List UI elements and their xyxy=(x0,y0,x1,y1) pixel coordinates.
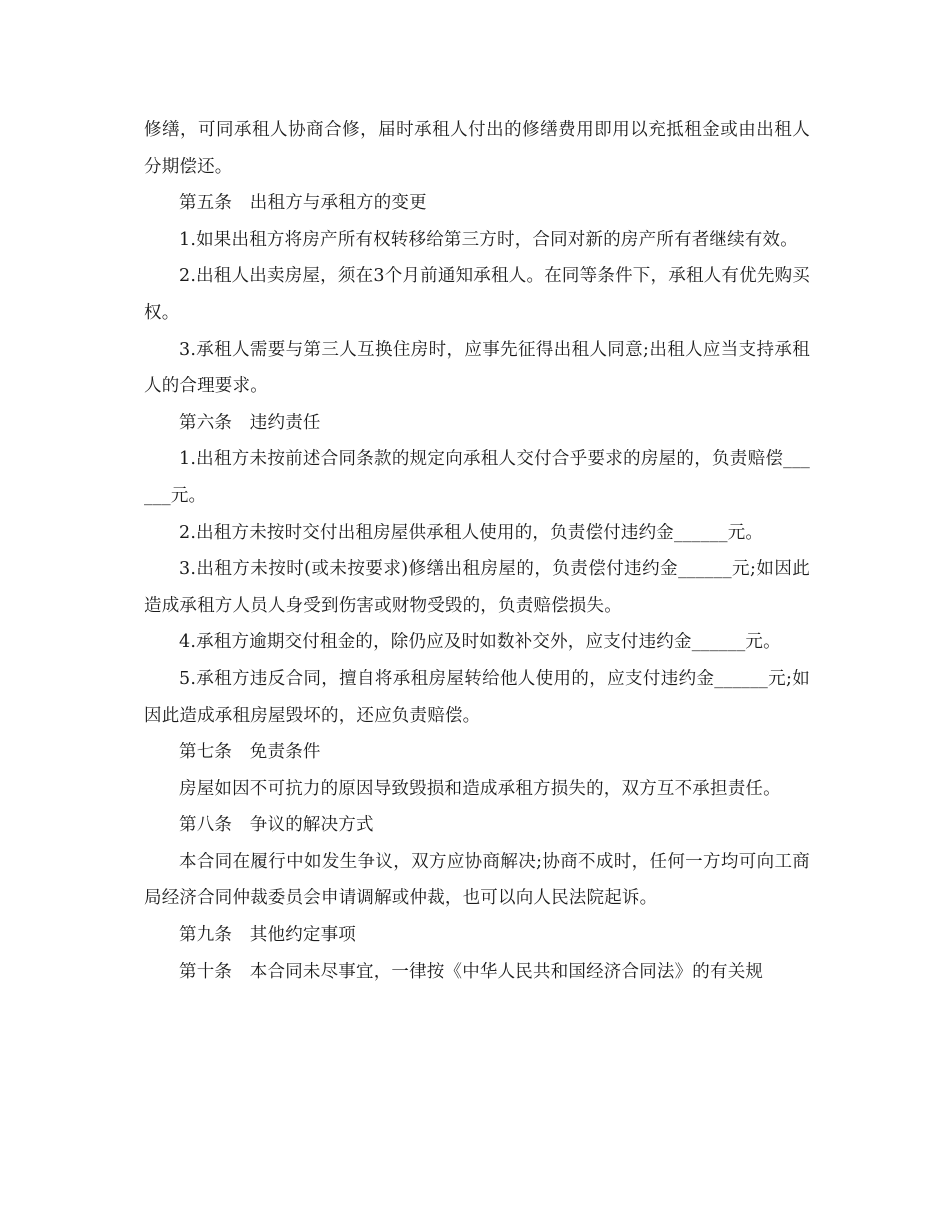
article-5-clause-1: 1.如果出租方将房产所有权转移给第三方时，合同对新的房产所有者继续有效。 xyxy=(179,229,798,250)
article-7-body: 房屋如因不可抗力的原因导致毁损和造成承租方损失的，双方互不承担责任。 xyxy=(179,778,781,799)
article-6-clause-2: 2.出租方未按时交付出租房屋供承租人使用的，负责偿付违约金______元。 xyxy=(179,522,764,543)
article-5-clause-2: 2.出租人出卖房屋，须在3个月前通知承租人。在同等条件下，承租人有优先购买权。 xyxy=(144,266,810,323)
article-6-clause-3: 3.出租方未按时(或未按要求)修缮出租房屋的，负责偿付违约金______元;如因此造成承租方人员人身受到伤害或财物受毁的，负责赔偿损失。 xyxy=(144,559,810,616)
article-6-heading: 第六条 违约责任 xyxy=(179,412,321,433)
article-9-heading: 第九条 其他约定事项 xyxy=(179,925,356,946)
article-6-clause-5: 5.承租方违反合同，擅自将承租房屋转给他人使用的，应支付违约金______元;如因此造成承租房屋毁坏的，还应负责赔偿。 xyxy=(144,668,810,726)
article-8-heading: 第八条 争议的解决方式 xyxy=(179,815,374,836)
article-5-clause-3: 3.承租人需要与第三人互换住房时，应事先征得出租人同意;出租人应当支持承租人的合理要求。 xyxy=(144,339,810,397)
paragraph-continuation: 修缮，可同承租人协商合修，届时承租人付出的修缮费用即用以充抵租金或由出租人分期偿还。 xyxy=(144,120,810,177)
document-body xyxy=(144,112,810,990)
article-6-clause-4: 4.承租方逾期交付租金的，除仍应及时如数补交外，应支付违约金______元。 xyxy=(179,632,781,653)
article-8-body: 本合同在履行中如发生争议，双方应协商解决;协商不成时，任何一方均可向工商局经济合同仲裁委员会申请调解或仲裁，也可以向人民法院起诉。 xyxy=(144,851,810,909)
article-6-clause-1: 1.出租方未按前述合同条款的规定向承租人交付合乎要求的房屋的，负责赔偿______元。 xyxy=(144,449,810,506)
article-7-heading: 第七条 免责条件 xyxy=(179,742,321,763)
article-10-body: 第十条 本合同未尽事宜，一律按《中华人民共和国经济合同法》的有关规 xyxy=(179,961,764,982)
article-5-heading: 第五条 出租方与承租方的变更 xyxy=(179,193,427,214)
